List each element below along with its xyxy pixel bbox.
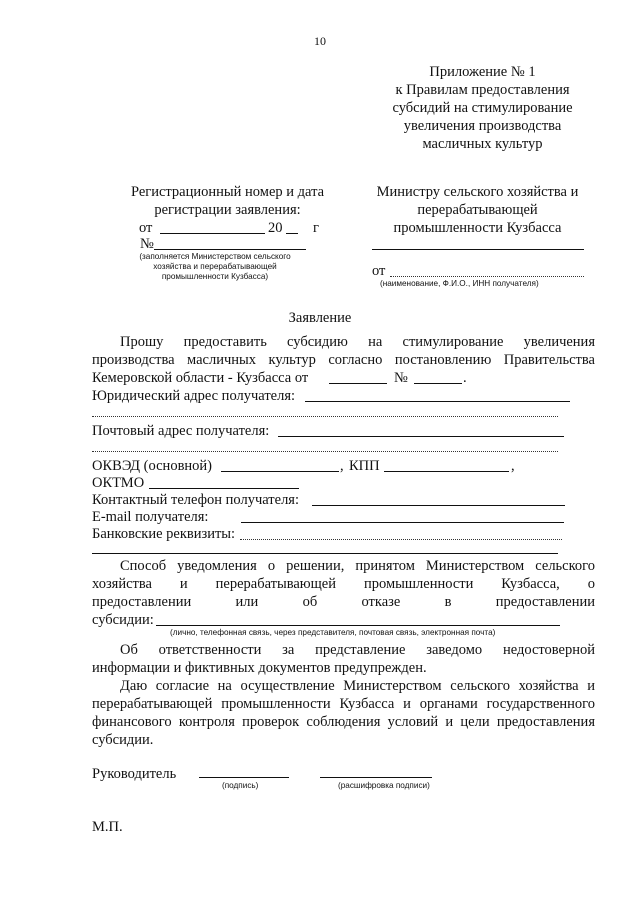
legal-address-input-2[interactable] [92, 416, 558, 417]
resolution-date-blank[interactable] [329, 383, 387, 384]
addressee-from-prefix: от [372, 263, 386, 279]
okved-input[interactable] [221, 471, 339, 472]
notification-method-input[interactable] [156, 625, 560, 626]
consent-line: перерабатывающей промышленности Кузбасса и органами государственного [92, 696, 595, 712]
notification-line: Способ уведомления о решении, принятом Министерством сельского [120, 558, 595, 574]
notification-line: хозяйства и перерабатывающей промышленности Кузбасса, о [92, 576, 595, 592]
kpp-comma: , [511, 458, 515, 474]
legal-address-input[interactable] [305, 401, 570, 402]
appendix-line: субсидий на стимулирование [392, 100, 573, 116]
okved-comma: , [340, 458, 344, 474]
appendix-header [370, 63, 595, 153]
okved-label: ОКВЭД (основной) [92, 458, 213, 474]
request-line-prefix: Кемеровской области - Кузбасса от [92, 370, 309, 386]
phone-label: Контактный телефон получателя: [92, 492, 300, 508]
appendix-line: масличных культур [422, 136, 543, 152]
liability-line: Об ответственности за представление заведомо недостоверной [120, 642, 595, 658]
registration-line: Регистрационный номер и дата [130, 184, 325, 200]
registration-date-blank[interactable] [160, 233, 265, 234]
addressee-from-blank[interactable] [390, 276, 584, 277]
phone-input[interactable] [312, 505, 565, 506]
request-period: . [463, 370, 467, 386]
email-label: E-mail получателя: [92, 509, 209, 525]
kpp-label: КПП [349, 458, 380, 474]
addressee-blank-line[interactable] [372, 249, 584, 250]
request-line: производства масличных культур согласно постановлению Правительства [92, 352, 595, 368]
registration-year-prefix: 20 [268, 220, 283, 236]
registration-block [105, 183, 350, 219]
notification-method-note: (лично, телефонная связь, через представителя, почтовая связь, электронная почта) [170, 628, 496, 637]
notification-line: предоставлении или об отказе в предоставлении [92, 594, 595, 610]
registration-year-suffix: г [313, 220, 319, 236]
kpp-input[interactable] [384, 471, 509, 472]
signature-sign-note: (подпись) [222, 781, 259, 790]
registration-year-blank[interactable] [286, 233, 298, 234]
form-title: Заявление [288, 310, 352, 326]
addressee-line: промышленности Кузбасса [393, 220, 562, 236]
resolution-number-label: № [394, 370, 408, 386]
bank-input[interactable] [240, 539, 562, 540]
bank-input-2[interactable] [92, 553, 558, 554]
addressee-block [355, 183, 600, 237]
signature-label: Руководитель [92, 766, 177, 782]
postal-address-input[interactable] [278, 436, 564, 437]
registration-note-line: (заполняется Министерством сельского [139, 252, 291, 261]
registration-line: регистрации заявления: [154, 202, 301, 218]
liability-line: информации и фиктивных документов предупрежден. [92, 660, 427, 676]
appendix-line: к Правилам предоставления [395, 82, 570, 98]
registration-number-prefix: № [140, 236, 154, 252]
bank-label: Банковские реквизиты: [92, 526, 236, 542]
registration-number-blank[interactable] [154, 249, 306, 250]
postal-address-input-2[interactable] [92, 451, 558, 452]
consent-line: субсидии. [92, 732, 154, 748]
registration-note [110, 252, 320, 282]
signature-decode-note: (расшифровка подписи) [338, 781, 430, 790]
addressee-line: Министру сельского хозяйства и [376, 184, 579, 200]
addressee-line: перерабатывающей [417, 202, 538, 218]
registration-note-line: хозяйства и перерабатывающей [153, 262, 277, 271]
registration-date-prefix: от [139, 220, 153, 236]
appendix-title: Приложение № 1 [429, 64, 536, 80]
page-number: 10 [314, 34, 326, 48]
stamp-label: М.П. [92, 819, 123, 835]
oktmo-input[interactable] [149, 488, 299, 489]
postal-address-label: Почтовый адрес получателя: [92, 423, 270, 439]
request-line: Прошу предоставить субсидию на стимулирование увеличения [120, 334, 595, 350]
notification-last-prefix: субсидии: [92, 612, 154, 628]
appendix-line: увеличения производства [403, 118, 562, 134]
resolution-number-blank[interactable] [414, 383, 462, 384]
signature-sign-input[interactable] [199, 777, 289, 778]
addressee-from-note: (наименование, Ф.И.О., ИНН получателя) [380, 279, 539, 288]
email-input[interactable] [241, 522, 564, 523]
legal-address-label: Юридический адрес получателя: [92, 388, 296, 404]
registration-note-line: промышленности Кузбасса) [161, 272, 269, 281]
consent-line: финансового контроля проверок соблюдения условий и цели предоставления [92, 714, 595, 730]
signature-decode-input[interactable] [320, 777, 432, 778]
oktmo-label: ОКТМО [92, 475, 145, 491]
consent-line: Даю согласие на осуществление Министерством сельского хозяйства и [120, 678, 595, 694]
